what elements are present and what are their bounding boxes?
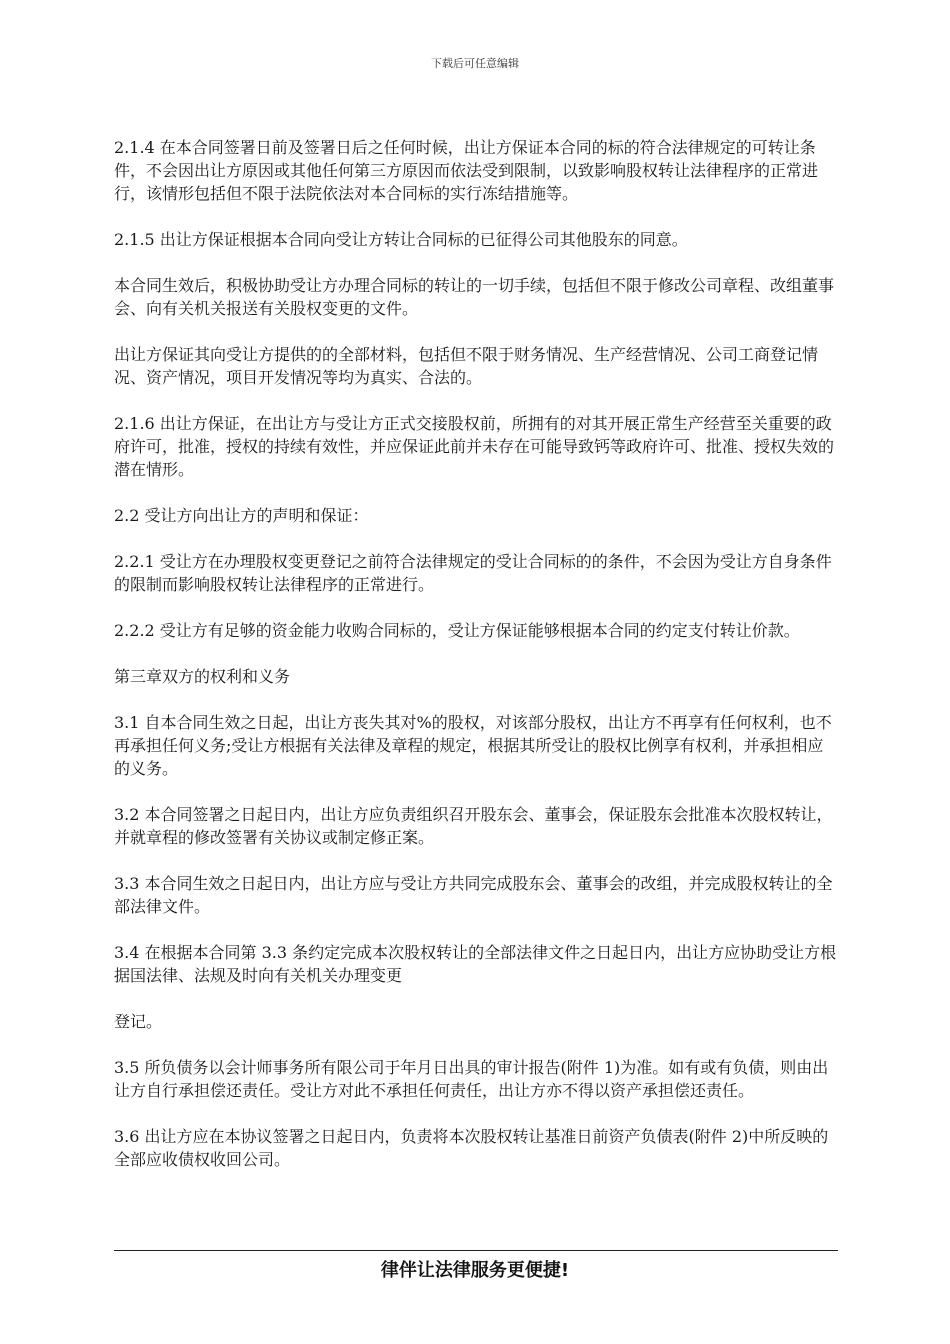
paragraph-3-2: 3.2 本合同签署之日起日内，出让方应负责组织召开股东会、董事会，保证股东会批准本次股权转让，并就章程的修改签署有关协议或制定修正案。 [114,805,833,847]
footer-slogan: 律伴让法律服务更便捷! [380,1260,570,1281]
page-header: 下载后可任意编辑 [431,57,519,70]
paragraph-3-3: 3.3 本合同生效之日起日内，出让方应与受让方共同完成股东会、董事会的改组，并完成股权转让的全部法律文件。 [114,874,833,916]
document-body [114,136,838,1194]
paragraph-2-2-2: 2.2.2 受让方有足够的资金能力收购合同标的，受让方保证能够根据本合同的约定支付转让价款。 [114,621,800,640]
paragraph-2-1-5: 2.1.5 出让方保证根据本合同向受让方转让合同标的已征得公司其他股东的同意。 [114,230,688,249]
paragraph-2-1-6: 2.1.6 出让方保证，在出让方与受让方正式交接股权前，所拥有的对其开展正常生产经营至关重要的政府许可，批准，授权的持续有效性，并应保证此前并未存在可能导致钙等政府许可、批准、授权失效的潜在情形。 [114,414,835,479]
paragraph-3-5: 3.5 所负债务以会计师事务所有限公司于年月日出具的审计报告(附件 1)为准。如有或有负债，则由出让方自行承担偿还责任。受让方对此不承担任何责任，出让方亦不得以资产承担偿还责任。 [114,1058,829,1100]
footer-divider [114,1250,838,1251]
paragraph-3-4: 3.4 在根据本合同第 3.3 条约定完成本次股权转让的全部法律文件之日起日内，出让方应协助受让方根据国法律、法规及时向有关机关办理变更 [114,943,837,985]
paragraph-registration: 登记。 [114,1012,163,1031]
paragraph-assist-transfer: 本合同生效后，积极协助受让方办理合同标的转让的一切手续，包括但不限于修改公司章程、改组董事会、向有关机关报送有关股权变更的文件。 [114,276,835,318]
paragraph-2-2-1: 2.2.1 受让方在办理股权变更登记之前符合法律规定的受让合同标的的条件，不会因为受让方自身条件的限制而影响股权转让法律程序的正常进行。 [114,552,832,594]
paragraph-2-2: 2.2 受让方向出让方的声明和保证： [114,506,369,525]
paragraph-2-1-4: 2.1.4 在本合同签署日前及签署日后之任何时候，出让方保证本合同的标的符合法律规定的可转让条件，不会因出让方原因或其他任何第三方原因而依法受到限制，以致影响股权转让法律程序的正常进行，该情形包括但不限于法院依法对本合同标的实行冻结措施等。 [114,138,819,203]
paragraph-3-1: 3.1 自本合同生效之日起，出让方丧失其对%的股权，对该部分股权，出让方不再享有任何权利，也不再承担任何义务;受让方根据有关法律及章程的规定，根据其所受让的股权比例享有权利，并承担相应的义务。 [114,713,832,778]
paragraph-3-6: 3.6 出让方应在本协议签署之日起日内，负责将本次股权转让基准日前资产负债表(附件 2)中所反映的全部应收债权收回公司。 [114,1127,829,1169]
chapter-three-heading: 第三章双方的权利和义务 [114,667,291,686]
paragraph-materials-guarantee: 出让方保证其向受让方提供的的全部材料，包括但不限于财务情况、生产经营情况、公司工商登记情况、资产情况，项目开发情况等均为真实、合法的。 [114,345,819,387]
